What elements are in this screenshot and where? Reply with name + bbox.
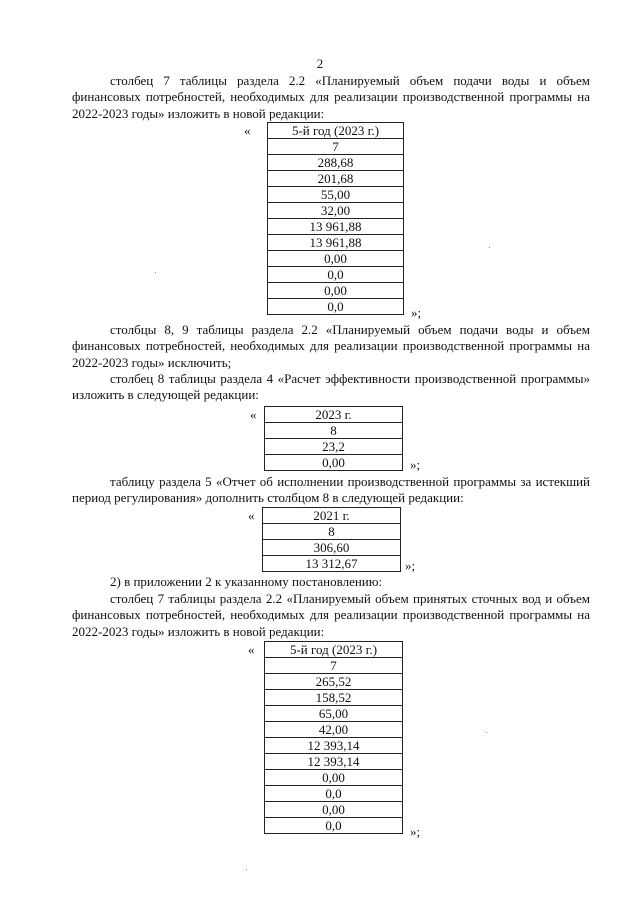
table-row xyxy=(268,283,404,299)
table-cell: 42,00 xyxy=(265,722,403,738)
table-cell: 265,52 xyxy=(265,674,403,690)
paragraph-4: таблицу раздела 5 «Отчет об исполнении производственной программы за истекший период регулирования» дополнить столбцом 8 в следующей редакции: xyxy=(72,474,590,506)
table-cell: 0,00 xyxy=(268,251,404,267)
table-row xyxy=(268,123,404,139)
table-cell: 65,00 xyxy=(265,706,403,722)
scan-speck xyxy=(155,272,156,273)
scan-speck xyxy=(486,732,487,733)
table-1 xyxy=(267,122,404,315)
paragraph-5: 2) в приложении 2 к указанному постановлению: xyxy=(110,574,383,589)
table-cell: 0,0 xyxy=(265,818,403,834)
table-cell: 0,00 xyxy=(268,283,404,299)
table-cell: 0,00 xyxy=(265,770,403,786)
close-quote-3: »; xyxy=(405,558,416,573)
table-row xyxy=(268,155,404,171)
table-cell: 13 312,67 xyxy=(263,556,401,572)
table-row xyxy=(268,235,404,251)
open-quote-4: « xyxy=(248,642,255,657)
open-quote-3: « xyxy=(248,508,255,523)
table-row xyxy=(268,299,404,315)
table-cell: 13 961,88 xyxy=(268,219,404,235)
table-cell: 8 xyxy=(265,423,403,439)
table-cell: 288,68 xyxy=(268,155,404,171)
table-cell: 0,0 xyxy=(265,786,403,802)
table-cell: 306,60 xyxy=(263,540,401,556)
table-row xyxy=(265,674,403,690)
open-quote-1: « xyxy=(244,123,251,138)
table-cell: 32,00 xyxy=(268,203,404,219)
table-cell: 0,00 xyxy=(265,802,403,818)
table-row xyxy=(265,423,403,439)
table-row xyxy=(268,203,404,219)
table-row xyxy=(268,187,404,203)
table-row xyxy=(263,556,401,572)
table-row xyxy=(265,658,403,674)
paragraph-6: столбец 7 таблицы раздела 2.2 «Планируемый объем принятых сточных вод и объем финансовых потребностей, необходимых для реализации производственной программы на 2022-2023 годы» изложить в новой редакции: xyxy=(72,591,590,639)
table-2 xyxy=(264,406,403,471)
table-row xyxy=(265,818,403,834)
table-cell: 0,0 xyxy=(268,267,404,283)
table-cell: 0,0 xyxy=(268,299,404,315)
table-cell: 12 393,14 xyxy=(265,738,403,754)
table-row xyxy=(263,524,401,540)
table-cell: 8 xyxy=(263,524,401,540)
table-row xyxy=(265,802,403,818)
table-row xyxy=(263,508,401,524)
table-row xyxy=(265,642,403,658)
table-row xyxy=(263,540,401,556)
table-4 xyxy=(264,641,403,834)
table-row xyxy=(268,267,404,283)
table-row xyxy=(268,171,404,187)
close-quote-2: »; xyxy=(410,457,421,472)
table-row xyxy=(265,786,403,802)
table-cell: 55,00 xyxy=(268,187,404,203)
scan-speck xyxy=(246,869,247,870)
open-quote-2: « xyxy=(250,407,257,422)
table-row xyxy=(265,439,403,455)
table-cell: 12 393,14 xyxy=(265,754,403,770)
table-3 xyxy=(262,507,401,572)
close-quote-4: »; xyxy=(410,824,421,839)
table-row xyxy=(265,407,403,423)
table-cell: 201,68 xyxy=(268,171,404,187)
table-row xyxy=(268,139,404,155)
table-row xyxy=(268,251,404,267)
table-row xyxy=(265,706,403,722)
table-row xyxy=(268,219,404,235)
table-row xyxy=(265,754,403,770)
table-cell: 13 961,88 xyxy=(268,235,404,251)
paragraph-2: столбцы 8, 9 таблицы раздела 2.2 «Планируемый объем подачи воды и объем финансовых потребностей, необходимых для реализации производственной программы на 2022-2023 годы» исключить; xyxy=(72,322,590,370)
table-row xyxy=(265,770,403,786)
table-cell: 23,2 xyxy=(265,439,403,455)
table-row xyxy=(265,722,403,738)
table-cell: 2021 г. xyxy=(263,508,401,524)
paragraph-3: столбец 8 таблицы раздела 4 «Расчет эффективности производственной программы» изложить в следующей редакции: xyxy=(72,371,590,403)
table-cell: 7 xyxy=(268,139,404,155)
table-cell: 5-й год (2023 г.) xyxy=(265,642,403,658)
table-cell: 7 xyxy=(265,658,403,674)
table-row xyxy=(265,455,403,471)
table-cell: 158,52 xyxy=(265,690,403,706)
close-quote-1: »; xyxy=(411,305,422,320)
page-number: 2 xyxy=(316,56,324,71)
table-cell: 5-й год (2023 г.) xyxy=(268,123,404,139)
table-cell: 0,00 xyxy=(265,455,403,471)
paragraph-1: столбец 7 таблицы раздела 2.2 «Планируемый объем подачи воды и объем финансовых потребностей, необходимых для реализации производственной программы на 2022-2023 годы» изложить в новой редакции: xyxy=(72,73,590,121)
table-row xyxy=(265,738,403,754)
table-row xyxy=(265,690,403,706)
table-cell: 2023 г. xyxy=(265,407,403,423)
scan-speck xyxy=(489,247,490,248)
